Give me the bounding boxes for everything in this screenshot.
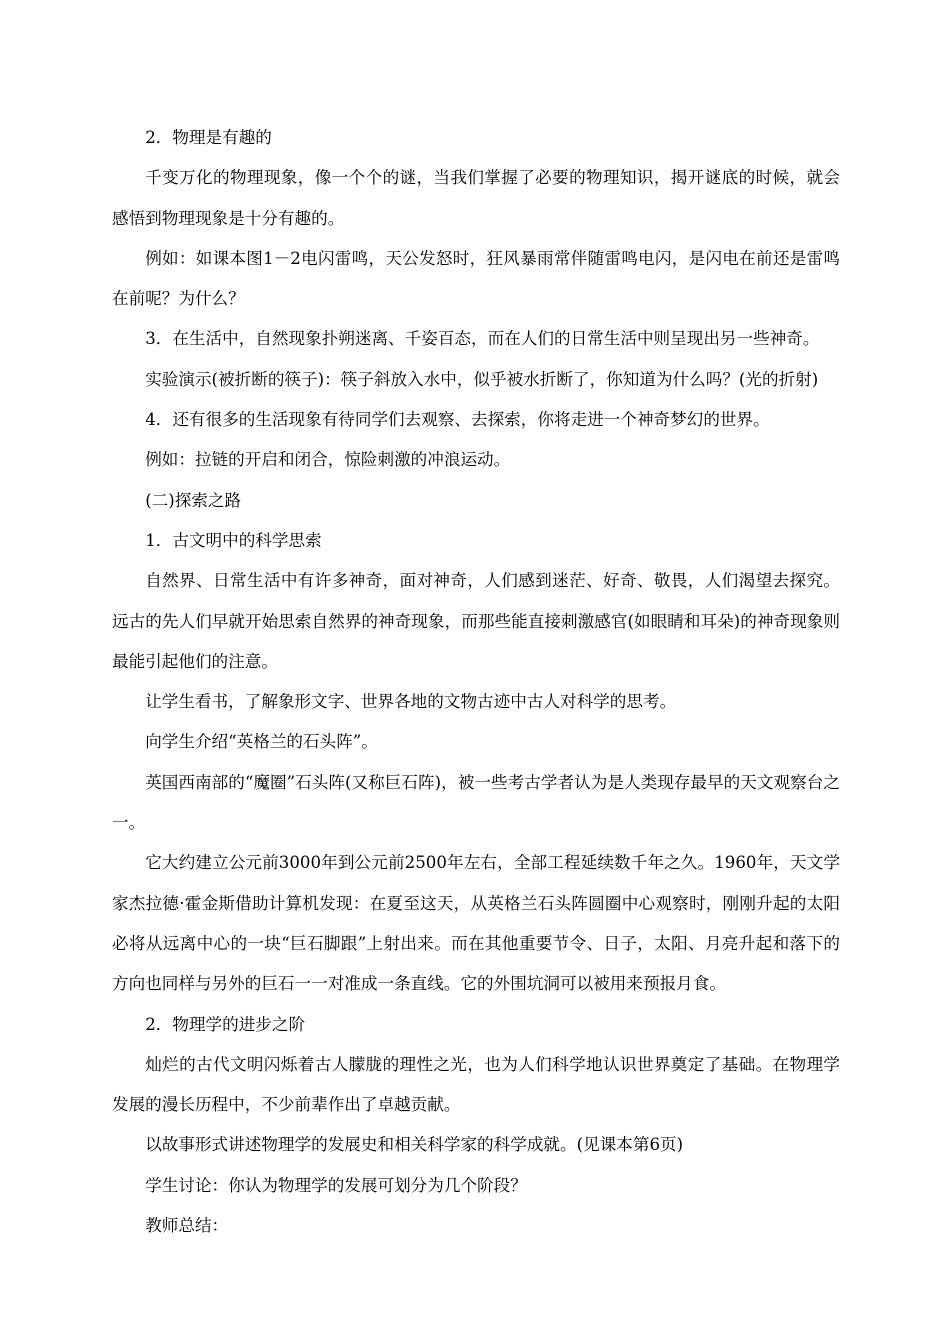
paragraph: 以故事形式讲述物理学的发展史和相关科学家的科学成就。(见课本第6页) bbox=[145, 1135, 684, 1155]
paragraph: 英国西南部的“魔圈”石头阵(又称巨石阵)，被一些考古学者认为是人类现存最早的天文观察台之一。 bbox=[112, 772, 840, 833]
heading-progress-of-physics: 2．物理学的进步之阶 bbox=[145, 1014, 306, 1034]
heading-ancient-civilization: 1．古文明中的科学思索 bbox=[145, 530, 322, 550]
heading-physics-is-interesting: 2．物理是有趣的 bbox=[145, 128, 272, 147]
section-heading-exploration-path: (二)探索之路 bbox=[145, 490, 242, 510]
paragraph: 它大约建立公元前3000年到公元前2500年左右，全部工程延续数千年之久。1960年，天文学家杰拉德·霍金斯借助计算机发现：在夏至这天，从英格兰石头阵圆圈中心观察时，刚刚升起的太阳必将从远离中心的一块“巨石脚跟”上射出来。而在其他重要节令、日子，太阳、月亮升起和落下的方向也同样与另外的巨石一一对准成一条直线。它的外围坑洞可以被用来预报月食。 bbox=[112, 853, 840, 994]
paragraph: 3．在生活中，自然现象扑朔迷离、千姿百态，而在人们的日常生活中则呈现出另一些神奇。 bbox=[145, 329, 820, 349]
paragraph: 4．还有很多的生活现象有待同学们去观察、去探索，你将走进一个神奇梦幻的世界。 bbox=[145, 410, 770, 430]
document-body bbox=[112, 118, 840, 1246]
paragraph: 例如：拉链的开启和闭合，惊险刺激的冲浪运动。 bbox=[145, 450, 511, 470]
paragraph: 让学生看书，了解象形文字、世界各地的文物古迹中古人对科学的思考。 bbox=[145, 692, 677, 712]
paragraph: 自然界、日常生活中有许多神奇，面对神奇，人们感到迷茫、好奇、敬畏，人们渴望去探究。远古的先人们早就开始思索自然界的神奇现象，而那些能直接刺激感官(如眼睛和耳朵)的神奇现象则最能引起他们的注意。 bbox=[112, 571, 840, 671]
paragraph: 例如：如课本图1－2电闪雷鸣，天公发怒时，狂风暴雨常伴随雷鸣电闪，是闪电在前还是雷鸣在前呢？为什么？ bbox=[112, 248, 840, 309]
paragraph: 向学生介绍“英格兰的石头阵”。 bbox=[145, 732, 378, 752]
paragraph: 实验演示(被折断的筷子)：筷子斜放入水中，似乎被水折断了，你知道为什么吗？(光的折射) bbox=[145, 369, 819, 389]
paragraph: 教师总结： bbox=[145, 1216, 229, 1236]
paragraph: 灿烂的古代文明闪烁着古人朦胧的理性之光，也为人们科学地认识世界奠定了基础。在物理学发展的漫长历程中，不少前辈作出了卓越贡献。 bbox=[112, 1054, 840, 1115]
paragraph: 学生讨论：你认为物理学的发展可划分为几个阶段？ bbox=[145, 1175, 527, 1195]
paragraph: 千变万化的物理现象，像一个个的谜，当我们掌握了必要的物理知识，揭开谜底的时候，就会感悟到物理现象是十分有趣的。 bbox=[112, 168, 840, 228]
